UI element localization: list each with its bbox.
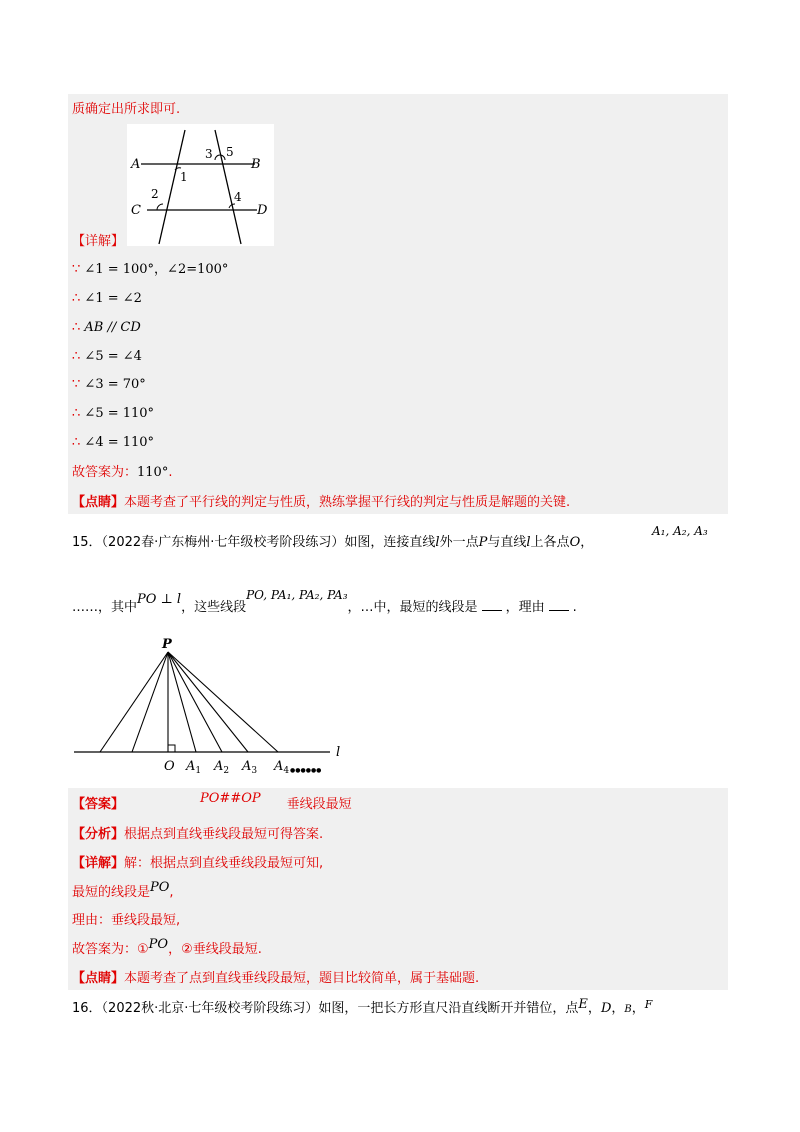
label-a: A	[131, 157, 141, 172]
segment-pa2	[168, 652, 222, 752]
q14-step-6: ∴ ∠5 = 110°	[72, 406, 155, 421]
q15-shortest: 最短的线段是PO,	[72, 880, 174, 900]
angle-3-label: 3	[205, 147, 213, 161]
continuation-dots: ●●●●●●	[290, 767, 322, 774]
q15-stem-line2: ……，其中PO ⊥ l，这些线段PO, PA₁, PA₂, PA₃，…中，最短的线段是 ，理由 .	[72, 588, 577, 615]
q15-comment: 【点睛】本题考查了点到直线垂线段最短，题目比较简单，属于基础题.	[72, 971, 480, 986]
q15-analysis: 【分析】根据点到直线垂线段最短可得答案.	[72, 827, 324, 842]
q14-step-5: ∵ ∠3 = 70°	[72, 377, 146, 392]
q14-comment: 【点睛】本题考查了平行线的判定与性质，熟练掌握平行线的判定与性质是解题的关键.	[72, 495, 571, 510]
label-a4: $A_4$	[274, 759, 290, 776]
q14-intro: 质确定出所求即可.	[72, 102, 181, 117]
q15-stem-line1: 15．（2022春·广东梅州·七年级校考阶段练习）如图，连接直线l外一点P与直线l上各点O，	[72, 535, 594, 550]
q15-points-series: A₁, A₂, A₃	[652, 524, 708, 538]
angle-4-label: 4	[234, 190, 242, 204]
segment-p-left2	[132, 652, 168, 752]
q14-detail-label: 【详解】	[72, 234, 125, 249]
angle-1-label: 1	[180, 170, 188, 184]
label-b: B	[251, 157, 261, 172]
segment-pa3	[168, 652, 248, 752]
q14-step-2: ∴ ∠1 = ∠2	[72, 291, 142, 306]
label-p: P	[162, 637, 172, 652]
answer-blank-1[interactable]	[482, 598, 502, 611]
label-c: C	[131, 203, 141, 218]
segment-p-left1	[100, 652, 168, 752]
q15-reason: 理由：垂线段最短,	[72, 913, 181, 928]
segment-pa4	[168, 652, 278, 752]
q14-answer: 故答案为：110°.	[72, 465, 173, 480]
label-o: O	[164, 759, 175, 774]
q15-detail: 【详解】解：根据点到直线垂线段最短可知,	[72, 856, 324, 871]
angle-2-label: 2	[151, 187, 159, 201]
q15-final-answer: 故答案为：①PO，②垂线段最短.	[72, 937, 262, 957]
label-a3: $A_3$	[242, 759, 258, 776]
angle-5-label: 5	[226, 145, 234, 159]
q14-step-1: ∵ ∠1 = 100°，∠2=100°	[72, 262, 229, 277]
label-d: D	[257, 203, 268, 218]
q15-answer: 【答案】 PO##OP 垂线段最短	[72, 791, 352, 812]
q16-stem: 16．（2022秋·北京·七年级校考阶段练习）如图，一把长方形直尺沿直线断开并错位，点E，D，B，$^F$	[72, 997, 653, 1016]
right-angle-mark	[168, 745, 175, 752]
segment-pa1	[168, 652, 196, 752]
label-a1: $A_1$	[186, 759, 202, 776]
q14-step-4: ∴ ∠5 = ∠4	[72, 349, 142, 364]
q14-step-7: ∴ ∠4 = 110°	[72, 435, 155, 450]
answer-blank-2[interactable]	[549, 598, 569, 611]
label-l: l	[336, 745, 341, 760]
q15-figure	[72, 632, 362, 782]
q14-figure	[127, 124, 274, 246]
q14-step-3: ∴ AB // CD	[72, 320, 141, 335]
label-a2: $A_2$	[214, 759, 230, 776]
